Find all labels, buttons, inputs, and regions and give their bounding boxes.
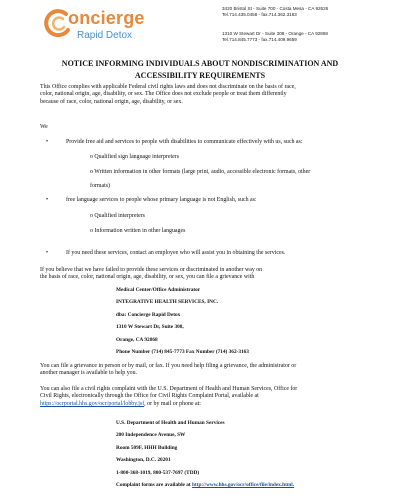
sub-item: o Information written in other languages xyxy=(90,228,186,234)
bullet-dot: • xyxy=(46,250,49,256)
contact-line: Orange, CA 92868 xyxy=(116,336,158,343)
bullet-text: Provide free aid and services to people with disabilities to communicate effectively with us, such as: xyxy=(66,139,303,145)
text-line xyxy=(40,401,297,408)
header-address-costa-mesa xyxy=(222,6,382,19)
logo-wordmark: oncierge xyxy=(68,8,145,28)
bullet-dot: • xyxy=(46,139,49,145)
address-line: 1310 W Stewart Dr - Suite 308 - Orange - CA 92868 xyxy=(222,31,328,36)
text-line: because of race, color, national origin, age, disability, or sex. xyxy=(40,98,183,105)
notice-title xyxy=(20,58,380,82)
phone-line: Tel.714.845.7773 - fax.714.409.9659 xyxy=(222,37,297,43)
hhs-line: U.S. Department of Health and Human Services xyxy=(116,420,225,426)
file-grievance-paragraph xyxy=(40,363,296,378)
text-line: If you believe that we have failed to provide these services or discriminated in another way on xyxy=(40,267,263,273)
hhs-line: 1-800-368-1019, 800-537-7697 (TDD) xyxy=(116,469,200,476)
contact-line: Phone Number (714) 845-7773 Fax Number (714) 362-3163 xyxy=(116,349,249,356)
ocr-complaint-paragraph xyxy=(40,386,297,408)
sub-item-continued: formats) xyxy=(90,183,110,189)
concierge-logo xyxy=(44,6,174,46)
hhs-line: Room 509F, HHH Building xyxy=(116,444,178,451)
logo-subtitle: Rapid Detox xyxy=(77,30,133,41)
hhs-line xyxy=(116,479,294,491)
contact-line: Medical Center/Office Administrator xyxy=(116,287,201,293)
bullet-dot: • xyxy=(46,197,49,203)
contact-line: dba: Concierge Rapid Detox xyxy=(116,311,181,318)
text-line: color, national origin, age, disability, or sex. The Office does not exclude people or treat them differently xyxy=(40,91,287,98)
text-line: Civil Rights, electronically through the Office for Civil Rights Complaint Portal, available at xyxy=(40,393,259,400)
intro-paragraph xyxy=(40,84,296,106)
sub-item: o Written information in other formats (large print, audio, accessible electronic formats, other xyxy=(90,169,311,175)
hhs-address xyxy=(116,417,294,491)
phone-line: Tel.714.435.0458 - fax.714.362.3163 xyxy=(222,12,297,18)
sub-item: o Qualified interpreters xyxy=(90,213,145,219)
text-line: the basis of race, color, national origin, age, disability, or sex, you can file a grievance with xyxy=(40,274,255,281)
bullet-text: free language services to people whose primary language is not English, such as: xyxy=(66,197,257,203)
ocr-portal-link[interactable]: https://ocrportal.hhs.gov/ocr/portal/lobby.jsf xyxy=(40,400,145,407)
address-line: 3420 Bristol St - Suite 700 - Costa Mesa - CA 92626 xyxy=(222,6,329,11)
complaint-forms-link[interactable]: http://www.hhs.gov/ocr/office/file/index.html. xyxy=(191,482,295,489)
link-tail: , or by mail or phone at: xyxy=(144,400,201,407)
grievance-paragraph xyxy=(40,267,262,282)
text-line: You can file a grievance in person or by mail, or fax. If you need help filing a grievance, the administrator or xyxy=(40,363,297,369)
hhs-line: Washington, D.C. 20201 xyxy=(116,457,171,464)
forms-label: Complaint forms are available at xyxy=(116,482,192,489)
hhs-line: 200 Independence Avenue, SW xyxy=(116,432,186,439)
text-line: This Office complies with applicable Federal civil rights laws and does not discriminate on the basis of race, xyxy=(40,84,296,90)
header-address-orange xyxy=(222,31,382,44)
contact-line: INTEGRATIVE HEALTH SERVICES, INC. xyxy=(116,299,219,306)
text-line: another manager is available to help you. xyxy=(40,370,137,377)
we-label: We xyxy=(40,124,48,130)
title-line: NOTICE INFORMING INDIVIDUALS ABOUT NONDISCRIMINATION AND xyxy=(61,59,339,68)
title-line: ACCESSIBILITY REQUIREMENTS xyxy=(134,71,266,80)
contact-line: 1310 W Stewart Dr, Suite 308, xyxy=(116,324,184,331)
sub-item: o Qualified sign language interpreters xyxy=(90,154,179,160)
administrator-contact xyxy=(116,284,249,358)
bullet-text: If you need these services, contact an employee who will assist you in obtaining the services. xyxy=(66,250,286,256)
text-line: You can also file a civil rights complaint with the U.S. Department of Health and Human Services, Office for xyxy=(40,386,298,392)
